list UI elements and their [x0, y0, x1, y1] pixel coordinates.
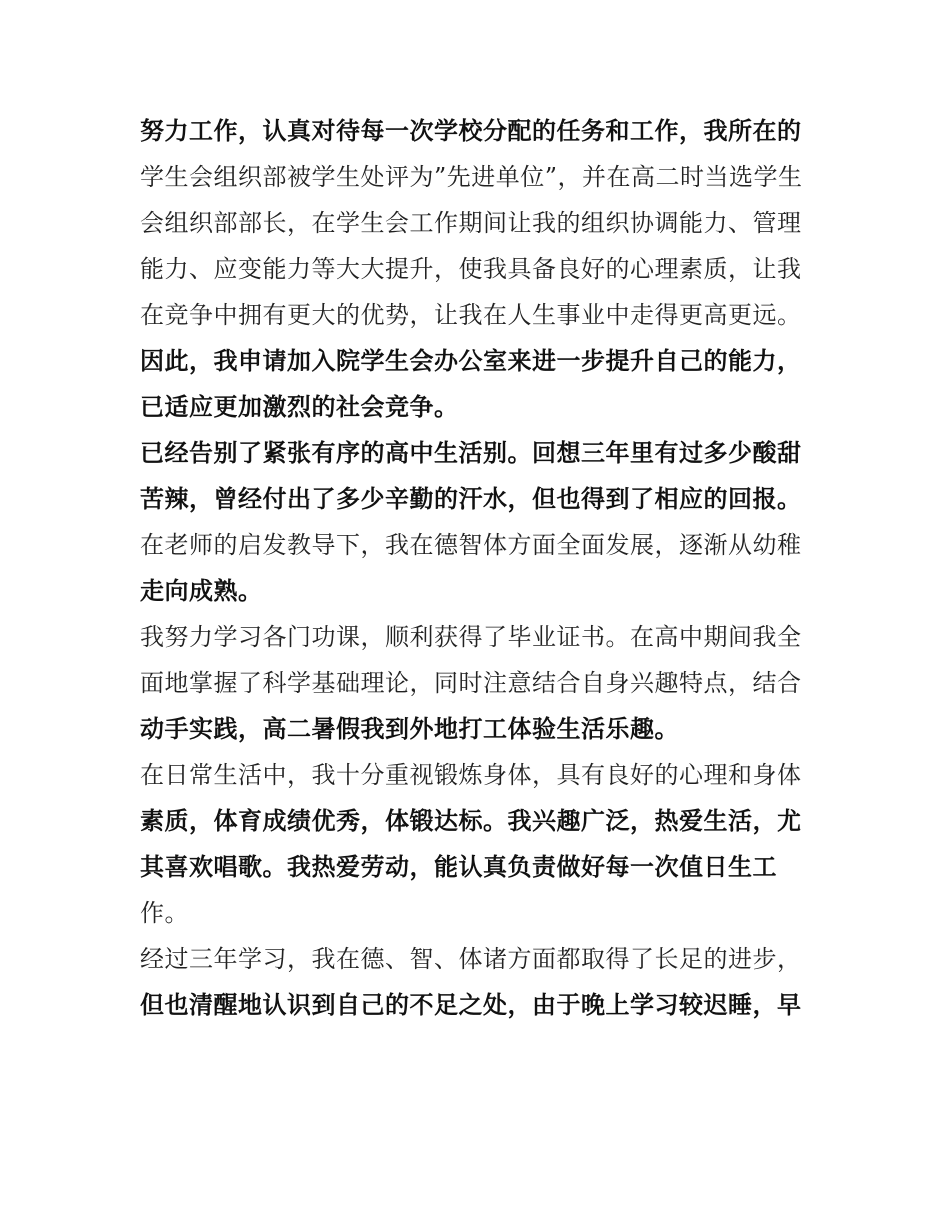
text-line: 在日常生活中，我十分重视锻炼身体，具有良好的心理和身体: [140, 761, 802, 789]
text-line: 走向成熟。: [140, 577, 263, 605]
text-line: 已经告别了紧张有序的高中生活别。回想三年里有过多少酸甜: [140, 439, 802, 467]
text-line: 经过三年学习，我在德、智、体诸方面都取得了长足的进步，: [140, 945, 802, 973]
text-line: 作。: [140, 899, 189, 927]
text-line: 但也清醒地认识到自己的不足之处，由于晚上学习较迟睡，早: [140, 991, 802, 1019]
text-line: 素质，体育成绩优秀，体锻达标。我兴趣广泛，热爱生活，尤: [140, 807, 802, 835]
text-line: 已适应更加激烈的社会竞争。: [140, 393, 459, 421]
text-line: 因此，我申请加入院学生会办公室来进一步提升自己的能力，: [140, 347, 802, 375]
text-line: 在竞争中拥有更大的优势，让我在人生事业中走得更高更远。: [140, 301, 802, 329]
text-line: 学生会组织部被学生处评为”先进单位”，并在高二时当选学生: [140, 163, 803, 191]
text-line: 努力工作，认真对待每一次学校分配的任务和工作，我所在的: [140, 117, 802, 145]
text-line: 能力、应变能力等大大提升，使我具备良好的心理素质，让我: [140, 255, 802, 283]
text-line: 面地掌握了科学基础理论，同时注意结合自身兴趣特点，结合: [140, 669, 802, 697]
text-line: 在老师的启发教导下，我在德智体方面全面发展，逐渐从幼稚: [140, 531, 802, 559]
text-line: 苦辣，曾经付出了多少辛勤的汗水，但也得到了相应的回报。: [140, 485, 802, 513]
text-line: 其喜欢唱歌。我热爱劳动，能认真负责做好每一次值日生工: [140, 853, 777, 881]
text-line: 我努力学习各门功课，顺利获得了毕业证书。在高中期间我全: [140, 623, 802, 651]
text-line: 动手实践，高二暑假我到外地打工体验生活乐趣。: [140, 715, 679, 743]
text-line: 会组织部部长，在学生会工作期间让我的组织协调能力、管理: [140, 209, 802, 237]
body-text: [140, 108, 820, 1028]
